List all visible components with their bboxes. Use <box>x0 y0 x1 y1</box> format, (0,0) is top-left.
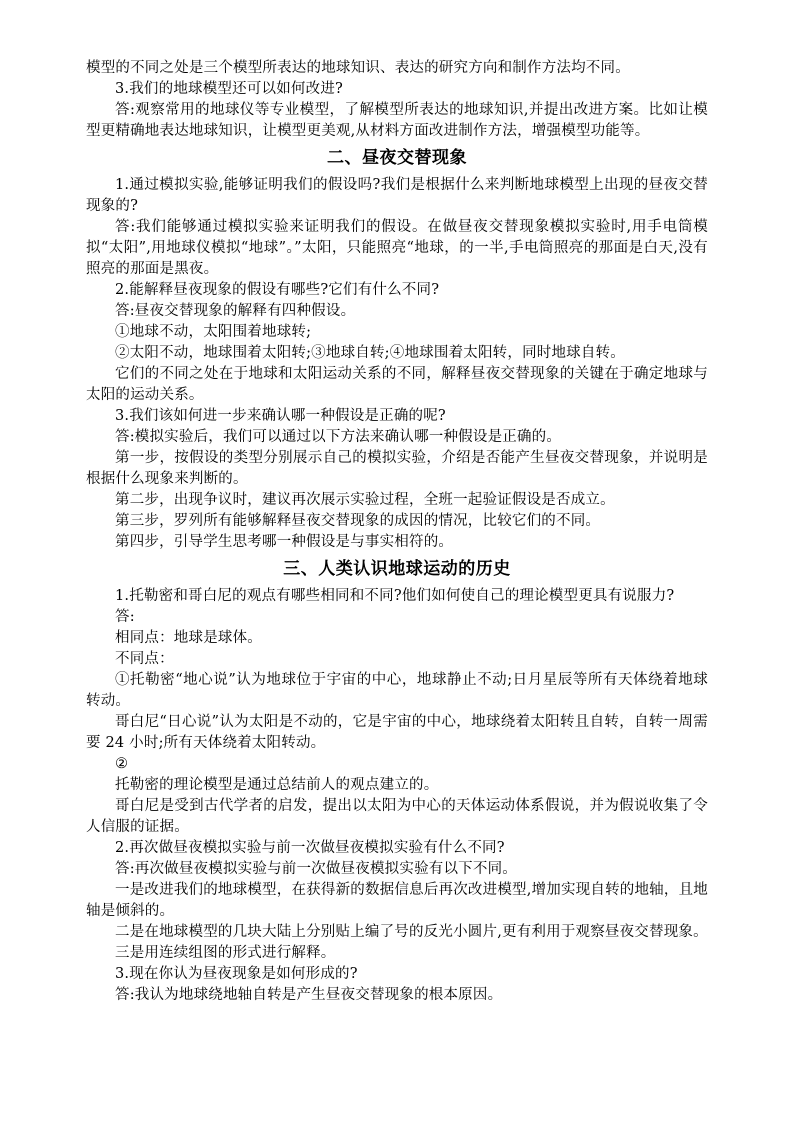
paragraph: 答:再次做昼夜模拟实验与前一次做昼夜模拟实验有以下不同。 <box>115 861 517 877</box>
paragraph: 答:观察常用的地球仪等专业模型，了解模型所表达的地球知识,并提出改进方案。比如让模型更精确地表达地球知识，让模型更美观,从材料方面改进制作方法，增强模型功能等。 <box>86 102 708 139</box>
paragraph: 第二步，出现争议时，建议再次展示实验过程，全班一起验证假设是否成立。 <box>115 492 615 508</box>
paragraph: 2.能解释昼夜现象的假设有哪些?它们有什么不同? <box>115 282 440 298</box>
paragraph: ①地球不动，太阳围着地球转; <box>115 324 312 340</box>
paragraph: 哥白尼是受到古代学者的启发，提出以太阳为中心的天体运动体系假说，并为假说收集了令人信服的证据。 <box>86 798 708 835</box>
paragraph: 答:昼夜交替现象的解释有四种假设。 <box>115 303 356 319</box>
paragraph: ②太阳不动，地球围着太阳转;③地球自转;④地球围着太阳转，同时地球自转。 <box>115 345 625 361</box>
paragraph: 第一步，按假设的类型分别展示自己的模拟实验，介绍是否能产生昼夜交替现象，并说明是根据什么现象来判断的。 <box>86 450 708 487</box>
paragraph: 3.现在你认为昼夜现象是如何形成的? <box>115 966 358 982</box>
paragraph: 三是用连续组图的形式进行解释。 <box>115 945 336 961</box>
paragraph: 3.我们的地球模型还可以如何改进? <box>115 81 344 97</box>
paragraph: 2.再次做昼夜模拟实验与前一次做昼夜模拟实验有什么不同? <box>115 840 505 856</box>
paragraph: 第三步，罗列所有能够解释昼夜交替现象的成因的情况，比较它们的不同。 <box>115 513 601 529</box>
paragraph: 答:我认为地球绕地轴自转是产生昼夜交替现象的根本原因。 <box>115 987 503 1003</box>
paragraph: 二是在地球模型的几块大陆上分别贴上编了号的反光小圆片,更有利用于观察昼夜交替现象。 <box>115 924 708 940</box>
paragraph: 答:模拟实验后，我们可以通过以下方法来确认哪一种假设是正确的。 <box>115 429 562 445</box>
paragraph: 相同点：地球是球体。 <box>115 630 262 646</box>
paragraph: ② <box>115 756 129 772</box>
paragraph: 一是改进我们的地球模型，在获得新的数据信息后再次改进模型,增加实现自转的地轴，且地轴是倾斜的。 <box>86 882 708 919</box>
paragraph: 3.我们该如何进一步来确认哪一种假设是正确的呢? <box>115 408 446 424</box>
paragraph: 不同点： <box>115 651 174 667</box>
paragraph: 1.通过模拟实验,能够证明我们的假设吗?我们是根据什么来判断地球模型上出现的昼夜交替现象的? <box>86 177 708 214</box>
paragraph: 它们的不同之处在于地球和太阳运动关系的不同，解释昼夜交替现象的关键在于确定地球与太阳的运动关系。 <box>86 366 708 403</box>
paragraph: 答:我们能够通过模拟实验来证明我们的假设。在做昼夜交替现象模拟实验时,用手电筒模拟“太阳”,用地球仪模拟“地球”。”太阳，只能照亮“地球，的一半,手电筒照亮的那面是白天,没有照亮的那面是黑夜。 <box>86 219 708 277</box>
paragraph: 第四步，引导学生思考哪一种假设是与事实相符的。 <box>115 534 454 550</box>
paragraph: 哥白尼“日心说”认为太阳是不动的，它是宇宙的中心，地球绕着太阳转且自转，自转一周需要 24 小时;所有天体绕着太阳转动。 <box>86 714 708 751</box>
paragraph: 托勒密的理论模型是通过总结前人的观点建立的。 <box>115 777 439 793</box>
paragraph: 1.托勒密和哥白尼的观点有哪些相同和不同?他们如何使自己的理论模型更具有说服力? <box>115 588 675 604</box>
paragraph: ①托勒密“地心说”认为地球位于宇宙的中心，地球静止不动;日月星辰等所有天体绕着地球转动。 <box>86 672 708 709</box>
section-heading-day-night: 二、昼夜交替现象 <box>327 148 467 168</box>
section-heading-earth-motion-history: 三、人类认识地球运动的历史 <box>283 559 511 579</box>
paragraph: 模型的不同之处是三个模型所表达的地球知识、表达的研究方向和制作方法均不同。 <box>86 60 630 76</box>
paragraph: 答: <box>115 609 135 625</box>
